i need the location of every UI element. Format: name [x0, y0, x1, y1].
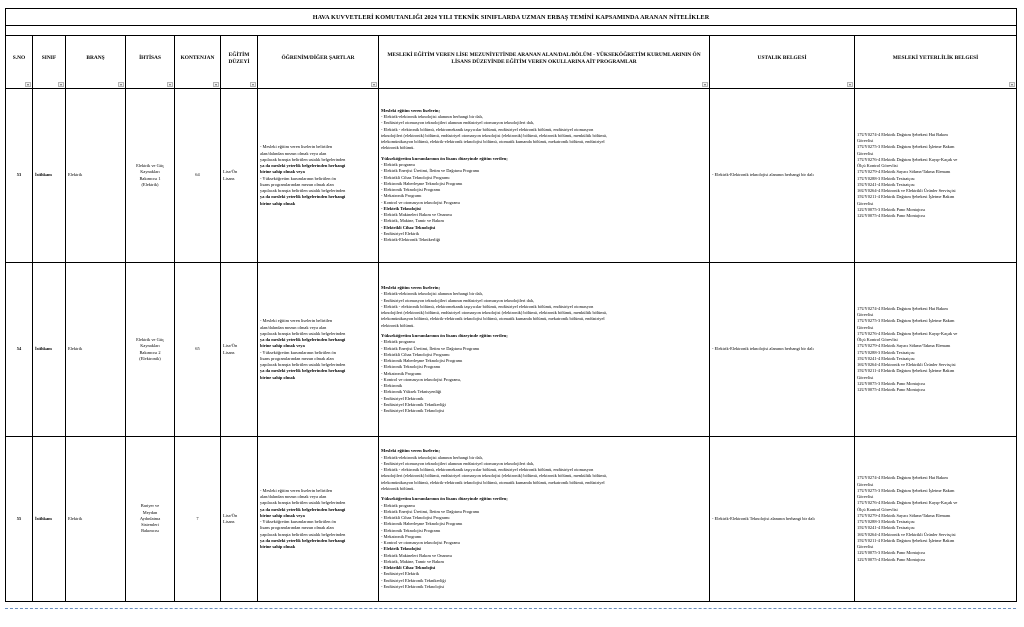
- meslek-cell: [379, 263, 710, 437]
- sartlar-line: ya da mesleki yeterlik belgelerinden herhangi: [260, 337, 346, 342]
- ihtisas-cell: [126, 263, 175, 437]
- yeterlik-line: 17UY0288-3 Elektrik Tesisatçısı: [857, 349, 915, 355]
- program-line: - Elektrik programı: [381, 339, 415, 345]
- yeterlik-line: 15UY0241-4 Elektrik Tesisatçısı: [857, 181, 915, 187]
- page-break-line: [5, 608, 1016, 609]
- meslek-cell: [379, 437, 710, 602]
- filter-dropdown-icon[interactable]: [371, 82, 377, 87]
- filter-dropdown-icon[interactable]: [25, 82, 31, 87]
- sartlar-line: - Mesleki eğitim veren liselerin belirtilen: [260, 144, 333, 150]
- program-line: - Elektrik-Elektronik Teknikerliği: [381, 237, 441, 243]
- brans-cell: Elektrik: [66, 437, 126, 602]
- kontenjan-cell: 64: [175, 89, 221, 263]
- program-line: - Elektrik, Makine, Tamir ve Bakım: [381, 218, 444, 224]
- program-line: - Elektrikli Cihaz Teknolojisi Programı: [381, 174, 450, 180]
- yeterlik-line: Görevlisi: [857, 374, 874, 380]
- egitim-cell: [221, 263, 258, 437]
- table-row: [6, 263, 1017, 437]
- sinif-cell: İstihkam: [33, 89, 66, 263]
- sartlar-cell: [258, 89, 379, 263]
- program-line: - Elektrik, Makine, Tamir ve Bakım: [381, 558, 444, 564]
- program-line: - Endüstriyel Elektronik: [381, 395, 424, 401]
- program-line: - Elektronik Yüksek Teknisyenliği: [381, 389, 442, 395]
- program-line: - Endüstriyel Elektronik Teknolojisi: [381, 408, 445, 414]
- program-line: telekomünikasyon bölümü, elektrik-elektronik teknolojisi bölümü, otomatik kumanda bölümü, mekatronik bölümü, endüstriyel: [381, 479, 605, 485]
- sartlar-cell: [258, 263, 379, 437]
- section-heading: Yükseköğretim kurumlarının ön lisans düzeyinde eğitim verilen;: [381, 332, 508, 338]
- yeterlik-line: 15UY0241-4 Elektrik Tesisatçısı: [857, 355, 915, 361]
- program-line: - Elektrik - elektronik bölümü, elektromekanik taşıyıcılar bölümü, endüstriyel elektronik bölümü, endüstriyel otomasyon: [381, 467, 594, 472]
- program-line: - Elektronik Teknolojisi Programı: [381, 187, 441, 193]
- ihtisas-line: Kaynakları: [140, 343, 160, 349]
- yeterlik-line: 12UY0075-3 Elektrik Pano Montajcısı: [857, 206, 926, 212]
- sartlar-line: yapılacak branşta belirtilen ustalık belgelerinden: [260, 156, 346, 162]
- yeterlik-line: 12UY0075-4 Elektrik Pano Montajcısı: [857, 213, 926, 218]
- yeterlik-line: 17UY0274-4 Elektrik Dağıtım Şebekesi Hat Bakım: [857, 305, 948, 311]
- ihtisas-line: Aydınlatma: [139, 515, 161, 521]
- program-line: - Elektronik Haberleşme Teknolojisi Programı: [381, 358, 463, 364]
- program-line: - Endüstriyel Elektrik: [381, 230, 420, 236]
- yeterlik-cell: [855, 437, 1017, 602]
- section-heading: Mesleki eğitim veren liselerin;: [381, 107, 440, 113]
- filter-dropdown-icon[interactable]: [702, 82, 708, 87]
- brans-cell: Elektrik: [66, 263, 126, 437]
- sartlar-line: lisans programlarından mezun olmak alan: [260, 525, 334, 531]
- program-line: - Elektrikli Cihaz Teknolojisi Programı: [381, 515, 450, 521]
- yeterlik-line: Ölçü Kontrol Görevlisi: [857, 337, 898, 342]
- header-meslek: MESLEKİ EĞİTİM VEREN LİSE MEZUNİYETİNDE ARANAN ALAN/DAL/BÖLÜM - YÜKSEKÖĞRETİM KURUMLARININ ÖN LİSANS DÜZEYİNDE EĞİTİM VEREN OKULLARINA AİT PROGRAMLAR: [379, 36, 710, 89]
- program-line: - Endüstriyel Elektrik: [381, 571, 420, 577]
- kontenjan-cell: 65: [175, 263, 221, 437]
- yeterlik-line: 17UY0288-3 Elektrik Tesisatçısı: [857, 519, 915, 524]
- ihtisas-line: (Elektrik): [141, 181, 159, 187]
- ustalik-cell: - Elektrik-Elektronik Teknolojisi alanının herhangi bir dalı: [710, 437, 855, 602]
- program-line: - Elektrik Makineleri Bakım ve Onarımı: [381, 212, 452, 218]
- program-line: - Elektrikli Cihaz Teknolojisi: [381, 565, 436, 571]
- sartlar-line: ya da mesleki yeterlik belgelerinden herhangi: [260, 537, 346, 543]
- program-line: - Elektronik Haberleşme Teknolojisi Programı: [381, 180, 463, 186]
- yeterlik-line: Ölçü Kontrol Görevlisi: [857, 506, 898, 512]
- program-line: - Elektrik programı: [381, 502, 415, 508]
- sartlar-line: - Yükseköğretim kurumlarının belirtilen ön: [260, 519, 336, 524]
- ihtisas-line: Bakımcısı 2: [139, 349, 161, 355]
- sartlar-line: birine sahip olmak: [260, 374, 296, 380]
- program-line: - Elektrik Makineleri Bakım ve Onarımı: [381, 552, 452, 558]
- header-ustalik: USTALIK BELGESİ: [710, 36, 855, 89]
- sartlar-cell: [258, 437, 379, 602]
- ihtisas-line: Bakımcısı 1: [139, 175, 161, 181]
- yeterlik-line: 17UY0275-3 Elektrik Dağıtım Şebekesi İşletme Bakım: [857, 318, 955, 324]
- yeterlik-line: 17UY0276-4 Elektrik Dağıtım Şebekesi Kayıp-Kaçak ve: [857, 330, 958, 336]
- sartlar-line: yapılacak branşta belirtilen ustalık belgelerinden: [260, 500, 346, 506]
- sinif-cell: İstihkam: [33, 437, 66, 602]
- program-line: - Elektrik Enerjisi Üretimi, İletim ve Dağıtımı Programı: [381, 168, 480, 174]
- program-line: teknolojileri (elektronik) bölümü, endüstriyel otomasyon teknolojisi (elektronik) bölümü, elektronik bölümü, menkültik bölümü,: [381, 473, 607, 479]
- yeterlik-line: 12UY0075-3 Elektrik Pano Montajcısı: [857, 550, 926, 556]
- program-line: telekomünikasyon bölümü, elektrik-elektronik teknolojisi bölümü, otomatik kumanda bölümü, mekatronik bölümü, endüstriyel: [381, 316, 605, 322]
- sartlar-line: - Yükseköğretim kurumlarının belirtilen ön: [260, 175, 336, 181]
- table-row: [6, 89, 1017, 263]
- sartlar-line: yapılacak branşta belirtilen ustalık belgelerinden: [260, 531, 346, 537]
- ihtisas-line: Bakımcısı: [141, 528, 159, 534]
- program-line: - Elektrikli Cihaz Teknolojisi: [381, 224, 436, 230]
- sartlar-line: - Mesleki eğitim veren liselerin belirtilen: [260, 318, 333, 324]
- filter-dropdown-icon[interactable]: [250, 82, 256, 87]
- program-line: - Elektrik-elektronik teknolojisi alanının herhangi bir dalı,: [381, 454, 484, 460]
- yeterlik-cell: [855, 89, 1017, 263]
- yeterlik-line: 16UY0264-4 Elektronik ve Elektrikli Ürünler Servisçisi: [857, 531, 956, 537]
- ihtisas-line: Elektrik ve Güç: [136, 337, 164, 342]
- program-line: - Endüstriyel otomasyon teknolojileri alanının endüstriyel otomasyon teknolojileri dalı,: [381, 297, 535, 303]
- egitim-line: Lise/Ön: [223, 512, 238, 518]
- yeterlik-line: Görevlisi: [857, 544, 874, 549]
- yeterlik-line: 17UY0279-4 Elektrik Sayacı Sökme/Takma Elemanı: [857, 512, 951, 518]
- ihtisas-line: Elektrik ve Güç: [136, 163, 164, 168]
- header-yeterlik: MESLEKİ YETERLİLİK BELGESİ: [855, 36, 1017, 89]
- ihtisas-line: Meydan: [142, 509, 158, 515]
- header-ihtisas: İHTİSAS: [126, 36, 175, 89]
- ihtisas-line: Kaynakları: [140, 169, 160, 175]
- yeterlik-line: Görevlisi: [857, 494, 874, 499]
- header-kontenjan: KONTENJAN: [175, 36, 221, 89]
- ihtisas-line: Bariyer ve: [140, 503, 160, 509]
- program-line: - Kontrol ve otomasyon teknolojisi Programı,: [381, 376, 461, 382]
- program-line: - Elektronik Teknolojisi Programı: [381, 364, 441, 370]
- ihtisas-line: (Elektronik): [139, 355, 161, 361]
- header-row: [6, 36, 1017, 89]
- yeterlik-line: 15UY0211-4 Elektrik Dağıtım Şebekesi İşletme Bakım: [857, 537, 955, 543]
- program-line: - Elektrik-elektronik teknolojisi alanının herhangi bir dalı,: [381, 114, 484, 120]
- yeterlik-line: 16UY0264-4 Elektronik ve Elektrikli Ürünler Servisçisi: [857, 362, 956, 367]
- sartlar-line: yapılacak branşta belirtilen ustalık belgelerinden: [260, 330, 346, 336]
- header-sno: S.NO: [6, 36, 33, 89]
- program-line: elektronik bölümü.: [381, 485, 415, 491]
- egitim-cell: [221, 437, 258, 602]
- sartlar-line: alan/dalından mezun olmak veya alan: [260, 324, 327, 330]
- ihtisas-cell: [126, 437, 175, 602]
- filter-dropdown-icon[interactable]: [118, 82, 124, 87]
- yeterlik-line: 15UY0211-4 Elektrik Dağıtım Şebekesi İşletme Bakım: [857, 194, 955, 200]
- yeterlik-line: 17UY0275-3 Elektrik Dağıtım Şebekesi İşletme Bakım: [857, 144, 955, 150]
- meslek-cell: [379, 89, 710, 263]
- spacer-row: [6, 26, 1017, 36]
- program-line: - Elektrik Teknolojisi: [381, 546, 421, 552]
- program-line: - Elektrik-elektronik teknolojisi alanının herhangi bir dalı,: [381, 291, 484, 297]
- program-line: - Endüstriyel otomasyon teknolojileri alanının endüstriyel otomasyon teknolojileri dalı,: [381, 120, 535, 126]
- yeterlik-line: 16UY0264-4 Elektronik ve Elektrikli Ürünler Servisçisi: [857, 188, 956, 193]
- table-title: HAVA KUVVETLERİ KOMUTANLIĞI 2024 YILI TEKNİK SINIFLARDA UZMAN ERBAŞ TEMİNİ KAPSAMINDA ARANAN NİTELİKLER: [6, 9, 1017, 26]
- section-heading: Mesleki eğitim veren liselerin;: [381, 284, 440, 290]
- egitim-line: Lise/Ön: [223, 169, 238, 175]
- program-line: elektronik bölümü.: [381, 322, 415, 328]
- egitim-line: Lisans: [223, 349, 235, 355]
- program-line: - Kontrol ve otomasyon teknolojisi Programı: [381, 199, 460, 205]
- yeterlik-line: 15UY0241-4 Elektrik Tesisatçısı: [857, 525, 915, 531]
- ustalik-cell: - Elektrik-Elektronik teknolojisi alanının herhangi bir dalı: [710, 89, 855, 263]
- program-line: - Kontrol ve otomasyon teknolojisi Programı: [381, 540, 460, 546]
- sinif-cell: İstihkam: [33, 263, 66, 437]
- program-line: elektronik bölümü.: [381, 145, 415, 151]
- yeterlik-cell: [855, 263, 1017, 437]
- yeterlik-line: 12UY0075-3 Elektrik Pano Montajcısı: [857, 380, 926, 386]
- sno-cell: 55: [6, 437, 33, 602]
- spreadsheet: [5, 8, 1016, 602]
- yeterlik-line: 17UY0288-3 Elektrik Tesisatçısı: [857, 175, 915, 181]
- sartlar-line: - Mesleki eğitim veren liselerin belirtilen: [260, 487, 333, 493]
- program-line: telekomünikasyon bölümü, elektrik-elektronik teknolojisi bölümü, otomatik kumanda bölümü, mekatronik bölümü, endüstriyel: [381, 139, 605, 145]
- sartlar-line: ya da mesleki yeterlik belgelerinden herhangi: [260, 163, 346, 168]
- program-line: teknolojileri (elektronik) bölümü, endüstriyel otomasyon teknolojisi (elektronik) bölümü, elektronik bölümü, menkültik bölümü,: [381, 310, 607, 315]
- program-line: - Endüstriyel otomasyon teknolojileri alanının endüstriyel otomasyon teknolojileri dalı,: [381, 460, 535, 466]
- yeterlik-line: 12UY0075-4 Elektrik Pano Montajcısı: [857, 556, 926, 562]
- yeterlik-line: 15UY0211-4 Elektrik Dağıtım Şebekesi İşletme Bakım: [857, 368, 955, 374]
- qualifications-table: [5, 8, 1017, 602]
- kontenjan-cell: 7: [175, 437, 221, 602]
- sartlar-line: yapılacak branşta belirtilen ustalık belgelerinden: [260, 188, 346, 193]
- sartlar-line: ya da mesleki yeterlik belgelerinden herhangi: [260, 506, 346, 512]
- yeterlik-line: Görevlisi: [857, 312, 874, 317]
- egitim-line: Lisans: [223, 519, 235, 524]
- program-line: - Elektronik Teknolojisi Programı: [381, 527, 441, 533]
- section-heading: Mesleki eğitim veren liselerin;: [381, 447, 440, 453]
- yeterlik-line: 17UY0274-4 Elektrik Dağıtım Şebekesi Hat Bakım: [857, 131, 948, 137]
- header-sinif: SINIF: [33, 36, 66, 89]
- yeterlik-line: Görevlisi: [857, 200, 874, 206]
- sartlar-line: alan/dalından mezun olmak veya alan: [260, 494, 327, 499]
- yeterlik-line: Görevlisi: [857, 150, 874, 156]
- sartlar-line: lisans programlarından mezun olmak alan: [260, 355, 334, 361]
- filter-dropdown-icon[interactable]: [213, 82, 219, 87]
- program-line: - Endüstriyel Elektronik Teknikerliği: [381, 577, 446, 583]
- egitim-line: Lise/Ön: [223, 343, 238, 349]
- egitim-line: Lisans: [223, 175, 235, 181]
- program-line: - Elektronik: [381, 383, 403, 389]
- filter-dropdown-icon[interactable]: [167, 82, 173, 87]
- program-line: - Elektrik - elektronik bölümü, elektromekanik taşıyıcılar bölümü, endüstriyel elektronik bölümü, endüstriyel otomasyon: [381, 303, 594, 309]
- yeterlik-line: 17UY0274-4 Elektrik Dağıtım Şebekesi Hat Bakım: [857, 475, 948, 481]
- yeterlik-line: 12UY0075-4 Elektrik Pano Montajcısı: [857, 387, 926, 392]
- yeterlik-line: 17UY0279-4 Elektrik Sayacı Sökme/Takma Elemanı: [857, 169, 951, 175]
- program-line: - Mekatronik Programı: [381, 533, 422, 539]
- ustalik-cell: - Elektrik-Elektronik teknolojisi alanının herhangi bir dalı: [710, 263, 855, 437]
- yeterlik-line: Görevlisi: [857, 138, 874, 143]
- header-brans: BRANŞ: [66, 36, 126, 89]
- sartlar-line: birine sahip olmak: [260, 544, 296, 549]
- sartlar-line: - Yükseköğretim kurumlarının belirtilen ön: [260, 349, 336, 355]
- yeterlik-line: Görevlisi: [857, 324, 874, 330]
- program-line: - Mekatronik Programı: [381, 193, 422, 199]
- sno-cell: 53: [6, 89, 33, 263]
- program-line: teknolojileri (elektronik) bölümü, endüstriyel otomasyon teknolojisi (elektronik) bölümü, elektronik bölümü, menkültik bölümü,: [381, 132, 607, 138]
- header-egitim: EĞİTİM DÜZEYİ: [221, 36, 258, 89]
- yeterlik-line: 17UY0276-4 Elektrik Dağıtım Şebekesi Kayıp-Kaçak ve: [857, 156, 958, 162]
- sartlar-line: ya da mesleki yeterlik belgelerinden herhangi: [260, 368, 346, 374]
- sartlar-line: lisans programlarından mezun olmak alan: [260, 181, 334, 187]
- program-line: - Endüstriyel Elektronik Teknolojisi: [381, 583, 445, 589]
- sno-cell: 54: [6, 263, 33, 437]
- section-heading: Yükseköğretim kurumlarının ön lisans düzeyinde eğitim verilen;: [381, 155, 508, 161]
- yeterlik-line: Ölçü Kontrol Görevlisi: [857, 163, 898, 168]
- program-line: - Elektrik Enerjisi Üretimi, İletim ve Dağıtımı Programı: [381, 508, 480, 514]
- ihtisas-cell: [126, 89, 175, 263]
- sartlar-line: birine sahip olmak veya: [260, 512, 305, 518]
- sartlar-line: birine sahip olmak: [260, 200, 296, 206]
- program-line: - Elektrik - elektronik bölümü, elektromekanik taşıyıcılar bölümü, endüstriyel elektronik bölümü, endüstriyel otomasyon: [381, 126, 594, 132]
- egitim-cell: [221, 89, 258, 263]
- program-line: - Elektrikli Cihaz Teknolojisi Programı: [381, 351, 450, 357]
- filter-dropdown-icon[interactable]: [58, 82, 64, 87]
- sartlar-line: alan/dalından mezun olmak veya alan: [260, 150, 327, 156]
- section-heading: Yükseköğretim kurumlarının ön lisans düzeyinde eğitim verilen;: [381, 496, 508, 501]
- sartlar-line: birine sahip olmak veya: [260, 343, 305, 349]
- brans-cell: Elektrik: [66, 89, 126, 263]
- sartlar-line: yapılacak branşta belirtilen ustalık belgelerinden: [260, 362, 346, 367]
- filter-dropdown-icon[interactable]: [847, 82, 853, 87]
- program-line: - Elektrik programı: [381, 162, 415, 168]
- program-line: - Endüstriyel Elektronik Teknikerliği: [381, 401, 446, 407]
- yeterlik-line: 17UY0279-4 Elektrik Sayacı Sökme/Takma Elemanı: [857, 343, 951, 349]
- program-line: - Elektronik Haberleşme Teknolojisi Programı: [381, 521, 463, 527]
- program-line: - Elektrik Teknolojisi: [381, 205, 421, 211]
- yeterlik-line: Görevlisi: [857, 481, 874, 487]
- filter-dropdown-icon[interactable]: [1009, 82, 1015, 87]
- table-row: [6, 437, 1017, 602]
- yeterlik-line: 17UY0276-4 Elektrik Dağıtım Şebekesi Kayıp-Kaçak ve: [857, 500, 958, 506]
- ihtisas-line: Sistemleri: [141, 522, 159, 528]
- sartlar-line: birine sahip olmak veya: [260, 169, 305, 175]
- program-line: - Elektrik Enerjisi Üretimi, İletim ve Dağıtımı Programı: [381, 345, 480, 351]
- sartlar-line: ya da mesleki yeterlik belgelerinden herhangi: [260, 194, 346, 200]
- header-sartlar: ÖĞRENİM/DİĞER ŞARTLAR: [258, 36, 379, 89]
- program-line: - Mekatronik Programı: [381, 370, 422, 376]
- yeterlik-line: 17UY0275-3 Elektrik Dağıtım Şebekesi İşletme Bakım: [857, 487, 955, 493]
